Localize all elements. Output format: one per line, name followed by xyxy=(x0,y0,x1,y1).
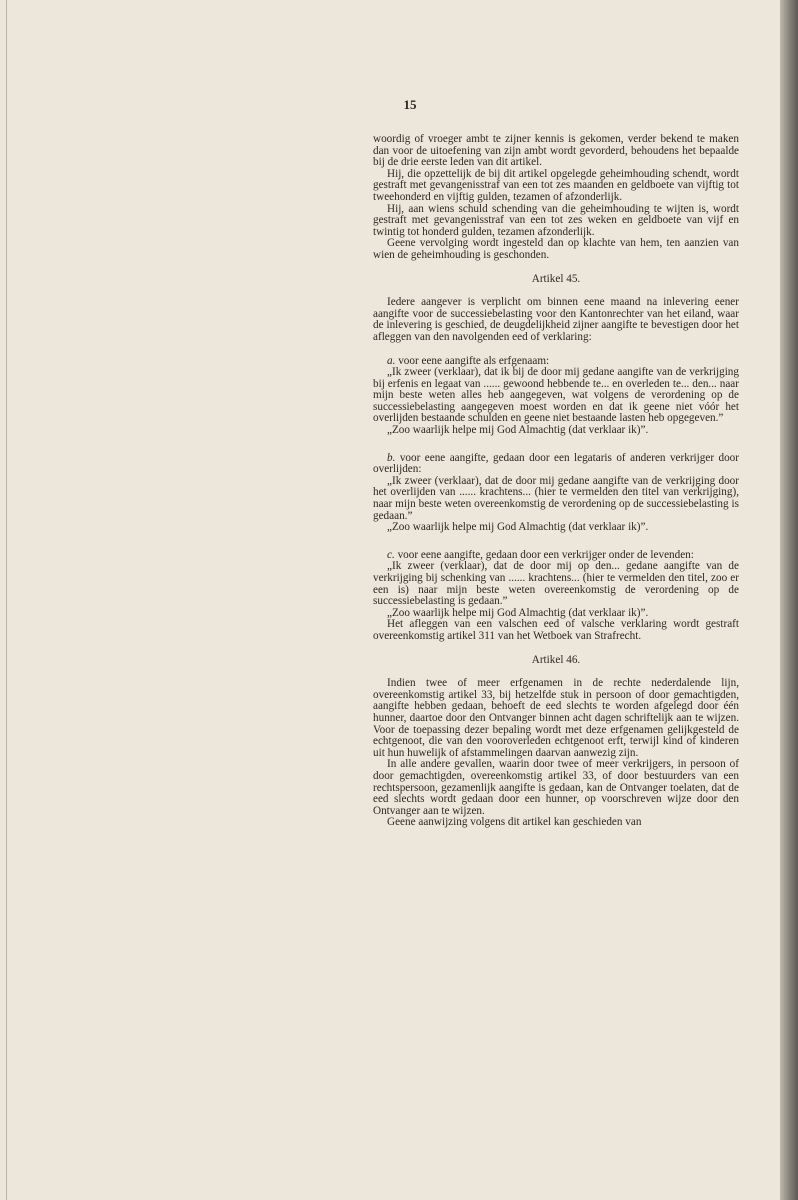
list-letter: b. xyxy=(387,451,396,464)
paragraph xyxy=(373,678,739,759)
page-border-line xyxy=(6,0,7,1200)
paragraph xyxy=(373,204,739,239)
paragraph-text: In alle andere gevallen, waarin door twee of meer verkrijgers, in persoon of door gemachtigden, overeenkomstig artikel 33, of door bestuurders van een rechtspersoon, gezamenlijk aangifte is gedaan, kan de Ontvanger toelaten, dat de eed slechts wordt gedaan door een hunner, op voorschreven wijze door den Ontvanger aan te wijzen. xyxy=(373,758,739,817)
article-heading xyxy=(373,655,739,667)
paragraph-text: Artikel 45. xyxy=(531,272,581,285)
list-letter: c. xyxy=(387,548,395,561)
page-edge-shadow xyxy=(780,0,798,1200)
paragraph xyxy=(373,238,739,261)
paragraph-text: woordig of vroeger ambt te zijner kennis is gekomen, verder bekend te maken dan voor de uitoefening van zijn ambt wordt gevorderd, behoudens het bepaalde bij de drie eerste leden van dit artikel. xyxy=(373,133,739,169)
page-number: 15 xyxy=(403,97,417,112)
paragraph-text: „Zoo waarlijk helpe mij God Almachtig (dat verklaar ik)”. xyxy=(387,606,649,619)
paragraph xyxy=(373,367,739,425)
paragraph-text: „Zoo waarlijk helpe mij God Almachtig (dat verklaar ik)”. xyxy=(387,521,649,534)
paragraph-text: Artikel 46. xyxy=(531,653,581,666)
paragraph-text: Geene vervolging wordt ingesteld dan op klachte van hem, ten aanzien van wien de geheimhouding is geschonden. xyxy=(373,237,739,261)
paragraph xyxy=(373,169,739,204)
article-text xyxy=(373,134,739,829)
paragraph-text: Hij, die opzettelijk de bij dit artikel opgelegde geheimhouding schendt, wordt gestraft met gevangenisstraf van een tot zes maanden en geldboete van vijftig tot tweehonderd en vijftig gulden, tezamen of afzonderlijk. xyxy=(373,167,739,203)
paragraph-text: „Zoo waarlijk helpe mij God Almachtig (dat verklaar ik)”. xyxy=(387,424,649,437)
paragraph xyxy=(373,759,739,817)
paragraph-text: Iedere aangever is verplicht om binnen eene maand na inlevering eener aangifte voor de successiebelasting voor den Kantonrechter van het eiland, waar de inlevering is geschied, de deugdelijkheid zijner aangifte te bevestigen door het afleggen van den navolgenden eed of verklaring: xyxy=(373,296,739,343)
paragraph xyxy=(373,297,739,343)
paragraph-text: voor eene aangifte als erfgenaam: xyxy=(395,354,550,367)
paragraph-text: Geene aanwijzing volgens dit artikel kan geschieden van xyxy=(387,816,642,829)
paragraph-text: „Ik zweer (verklaar), dat de door mij op den... gedane aangifte van de verkrijging bij schenking van ...... krachtens... (hier te vermelden den titel, zoo er een is) naar mijn beste weten overeenkomstig de verordening op de successiebelasting is gedaan.” xyxy=(373,560,739,608)
article-heading xyxy=(373,274,739,286)
paragraph xyxy=(373,134,739,169)
paragraph xyxy=(373,817,739,829)
paragraph xyxy=(373,561,739,607)
paragraph xyxy=(373,522,739,534)
paragraph-text: „Ik zweer (verklaar), dat de door mij gedane aangifte van de verkrijging door het overlijden van ...... krachtens... (hier te vermelden den titel van verkrijging), naar mijn beste weten overeenkomstig de verordening op de successiebelasting is gedaan.” xyxy=(373,474,739,522)
paragraph xyxy=(373,453,739,476)
list-letter: a. xyxy=(387,354,396,367)
paragraph-text: Het afleggen van een valschen eed of valsche verklaring wordt gestraft overeenkomstig artikel 311 van het Wetboek van Strafrecht. xyxy=(373,618,739,642)
paragraph xyxy=(373,619,739,642)
paragraph-text: Hij, aan wiens schuld schending van die geheimhouding te wijten is, wordt gestraft met gevangenisstraf van een tot zes weken en geldboete van vijf en twintig tot honderd gulden, tezamen afzonderlijk. xyxy=(373,202,739,238)
paragraph xyxy=(373,425,739,437)
paragraph-text: voor eene aangifte, gedaan door een legataris of anderen verkrijger door overlijden: xyxy=(373,451,739,476)
paragraph-text: Indien twee of meer erfgenamen in de rechte nederdalende lijn, overeenkomstig artikel 33, bij hetzelfde stuk in persoon of door gemachtigden, aangifte hebben gedaan, behoeft de eed slechts te worden afgelegd door één hunner, daartoe door den Ontvanger binnen acht dagen schriftelijk aan te wijzen. Voor de toepassing dezer bepaling wordt met deze erfgenamen gelijkgesteld de echtgenoot, die van den vooroverleden echtgenoot erft, terwijl kind of kinderen uit hun huwelijk of afstammelingen daarvan aanwezig zijn. xyxy=(373,677,739,759)
paragraph-text: „Ik zweer (verklaar), dat ik bij de door mij gedane aangifte van de verkrijging bij erfenis en legaat van ...... gewoond hebbende te... en overleden te... den... naar mijn beste weten alles heb aangegeven, wat volgens de verordening op de successiebelasting aangegeven moest worden en dat ik geene niet vóór het overlijden bestaande schulden en geene niet bestaande lasten heb opgegeven.” xyxy=(373,366,739,425)
paragraph xyxy=(373,476,739,522)
paragraph-text: voor eene aangifte, gedaan door een verkrijger onder de levenden: xyxy=(394,548,694,561)
